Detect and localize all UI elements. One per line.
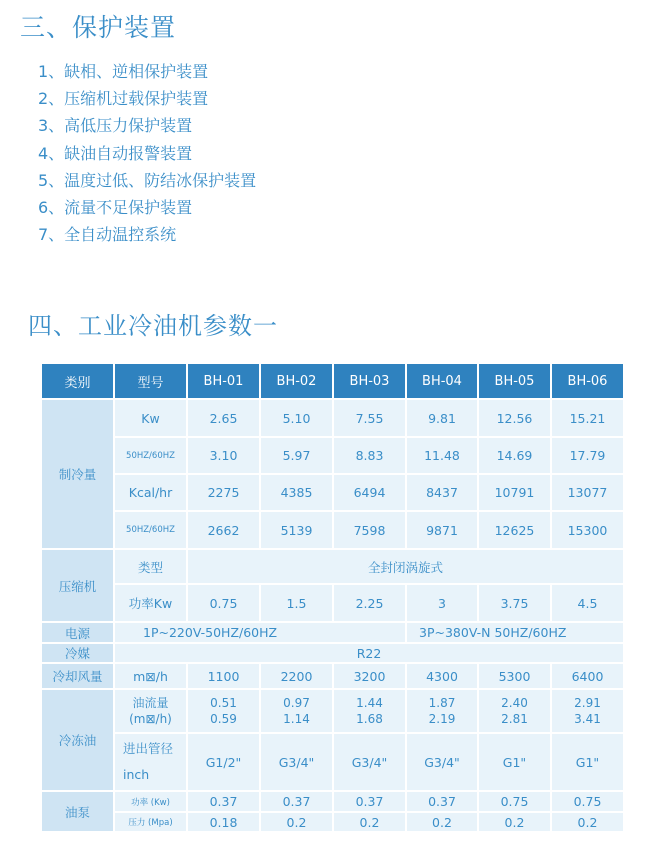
table-cell (333, 689, 406, 733)
table-cell-value: 2.40 (501, 696, 528, 710)
table-cell-value: 0.59 (210, 712, 237, 726)
refrigerant-category: 冷媒 (41, 643, 114, 663)
table-cell: 0.37 (406, 791, 478, 812)
table-row (41, 474, 624, 511)
table-cell: G3/4" (406, 733, 478, 791)
table-cell: 7.55 (333, 399, 406, 437)
compressor-category: 压缩机 (41, 549, 114, 622)
compressor-type-value: 全封闭涡旋式 (187, 549, 624, 584)
table-row (41, 812, 624, 832)
oil-pump-category: 油泵 (41, 791, 114, 832)
table-cell: 0.37 (187, 791, 260, 812)
table-cell: 0.37 (260, 791, 333, 812)
table-cell: 5139 (260, 511, 333, 549)
oil-flow-label-unit: (m⊠/h) (129, 712, 172, 726)
table-cell: 3 (406, 584, 478, 622)
power-supply-category: 电源 (41, 622, 114, 643)
header-model-cell: BH-01 (187, 363, 260, 399)
row-unit: m⊠/h (114, 663, 187, 689)
table-cell: 12.56 (478, 399, 551, 437)
header-row (41, 363, 624, 399)
cooling-air-category: 冷却风量 (41, 663, 114, 689)
table-cell (478, 689, 551, 733)
table-cell: 0.18 (187, 812, 260, 832)
table-cell: 8437 (406, 474, 478, 511)
table-cell-value: 0.97 (283, 696, 310, 710)
table-cell: 0.75 (478, 791, 551, 812)
table-cell: 5.10 (260, 399, 333, 437)
table-row (41, 584, 624, 622)
header-model-cell: BH-02 (260, 363, 333, 399)
table-cell: 0.37 (333, 791, 406, 812)
table-cell: 4300 (406, 663, 478, 689)
table-row (41, 399, 624, 437)
chilled-oil-category: 冷冻油 (41, 689, 114, 791)
section-3-title: 三、保护装置 (20, 13, 177, 42)
table-cell: 11.48 (406, 437, 478, 474)
table-cell: 1.5 (260, 584, 333, 622)
list-item: 2、压缩机过载保护装置 (38, 89, 209, 109)
table-cell: 9871 (406, 511, 478, 549)
table-cell: 2662 (187, 511, 260, 549)
table-row (41, 791, 624, 812)
table-cell: 8.83 (333, 437, 406, 474)
table-cell: 3.75 (478, 584, 551, 622)
header-category: 类别 (41, 363, 114, 399)
row-label: 功率Kw (114, 584, 187, 622)
pump-power-label: 功率 (Kw) (114, 791, 187, 812)
list-item: 7、全自动温控系统 (38, 225, 177, 245)
table-cell (551, 689, 624, 733)
table-cell: G1" (551, 733, 624, 791)
table-cell: G3/4" (333, 733, 406, 791)
table-cell: G3/4" (260, 733, 333, 791)
table-row (41, 511, 624, 549)
table-cell (260, 689, 333, 733)
cooling-category: 制冷量 (41, 399, 114, 549)
protection-list (38, 58, 256, 248)
table-cell-value: 1.68 (356, 712, 383, 726)
table-cell: 15.21 (551, 399, 624, 437)
oil-flow-label (114, 689, 187, 733)
table-cell-value: 1.87 (428, 696, 456, 710)
row-label: 类型 (114, 549, 187, 584)
table-cell: 6494 (333, 474, 406, 511)
table-cell (406, 689, 478, 733)
table-row (41, 689, 624, 733)
header-model-cell: BH-03 (333, 363, 406, 399)
table-cell: 2.25 (333, 584, 406, 622)
section-4-title: 四、工业冷油机参数一 (28, 312, 278, 340)
table-cell: 0.2 (406, 812, 478, 832)
header-model-cell: BH-06 (551, 363, 624, 399)
table-row (41, 622, 624, 643)
pipe-size-label-unit: inch (123, 767, 150, 782)
list-item: 3、高低压力保护装置 (38, 116, 193, 136)
table-cell-value: 2.19 (428, 712, 456, 726)
table-cell: 3.10 (187, 437, 260, 474)
row-unit: 50HZ/60HZ (114, 437, 187, 474)
pipe-size-label-line: 进出管径 (123, 741, 174, 756)
header-model-cell: BH-04 (406, 363, 478, 399)
power-supply-single-phase: 1P~220V-50HZ/60HZ (114, 622, 406, 643)
table-cell: G1" (478, 733, 551, 791)
table-cell-value: 3.41 (574, 712, 601, 726)
table-cell-value: 2.81 (501, 712, 528, 726)
table-cell: 2275 (187, 474, 260, 511)
table-cell-value: 2.91 (574, 696, 601, 710)
table-cell: 13077 (551, 474, 624, 511)
table-cell: 12625 (478, 511, 551, 549)
table-row (41, 733, 624, 791)
pipe-size-label (114, 733, 187, 791)
table-cell: 5.97 (260, 437, 333, 474)
table-cell: 5300 (478, 663, 551, 689)
table-row (41, 437, 624, 474)
table-cell-value: 1.44 (356, 696, 383, 710)
table-cell: 10791 (478, 474, 551, 511)
row-unit: Kcal/hr (114, 474, 187, 511)
table-row (41, 663, 624, 689)
table-row (41, 643, 624, 663)
list-item: 6、流量不足保护装置 (38, 198, 193, 218)
table-cell: 2200 (260, 663, 333, 689)
table-cell-value: 1.14 (283, 712, 310, 726)
table-cell: 0.2 (260, 812, 333, 832)
table-cell: G1/2" (187, 733, 260, 791)
table-cell: 17.79 (551, 437, 624, 474)
table-cell: 14.69 (478, 437, 551, 474)
list-item: 4、缺油自动报警装置 (38, 143, 193, 163)
header-model-cell: BH-05 (478, 363, 551, 399)
power-supply-three-phase: 3P~380V-N 50HZ/60HZ (406, 622, 624, 643)
list-item: 5、温度过低、防结冰保护装置 (38, 170, 257, 190)
spec-table (40, 362, 625, 833)
table-cell: 15300 (551, 511, 624, 549)
refrigerant-value: R22 (114, 643, 624, 663)
table-cell-value: 0.51 (210, 696, 237, 710)
table-cell: 9.81 (406, 399, 478, 437)
table-row (41, 549, 624, 584)
header-model: 型号 (114, 363, 187, 399)
row-unit: 50HZ/60HZ (114, 511, 187, 549)
table-cell: 3200 (333, 663, 406, 689)
table-cell: 0.2 (551, 812, 624, 832)
table-cell: 2.65 (187, 399, 260, 437)
table-cell: 6400 (551, 663, 624, 689)
table-cell: 4385 (260, 474, 333, 511)
pump-pressure-label: 压力 (Mpa) (114, 812, 187, 832)
table-cell: 0.75 (551, 791, 624, 812)
table-cell: 0.75 (187, 584, 260, 622)
table-cell (187, 689, 260, 733)
table-cell: 0.2 (478, 812, 551, 832)
oil-flow-label-line: 油流量 (132, 696, 169, 710)
table-cell: 1100 (187, 663, 260, 689)
table-cell: 0.2 (333, 812, 406, 832)
table-cell: 4.5 (551, 584, 624, 622)
row-unit: Kw (114, 399, 187, 437)
table-cell: 7598 (333, 511, 406, 549)
list-item: 1、缺相、逆相保护装置 (38, 62, 209, 81)
